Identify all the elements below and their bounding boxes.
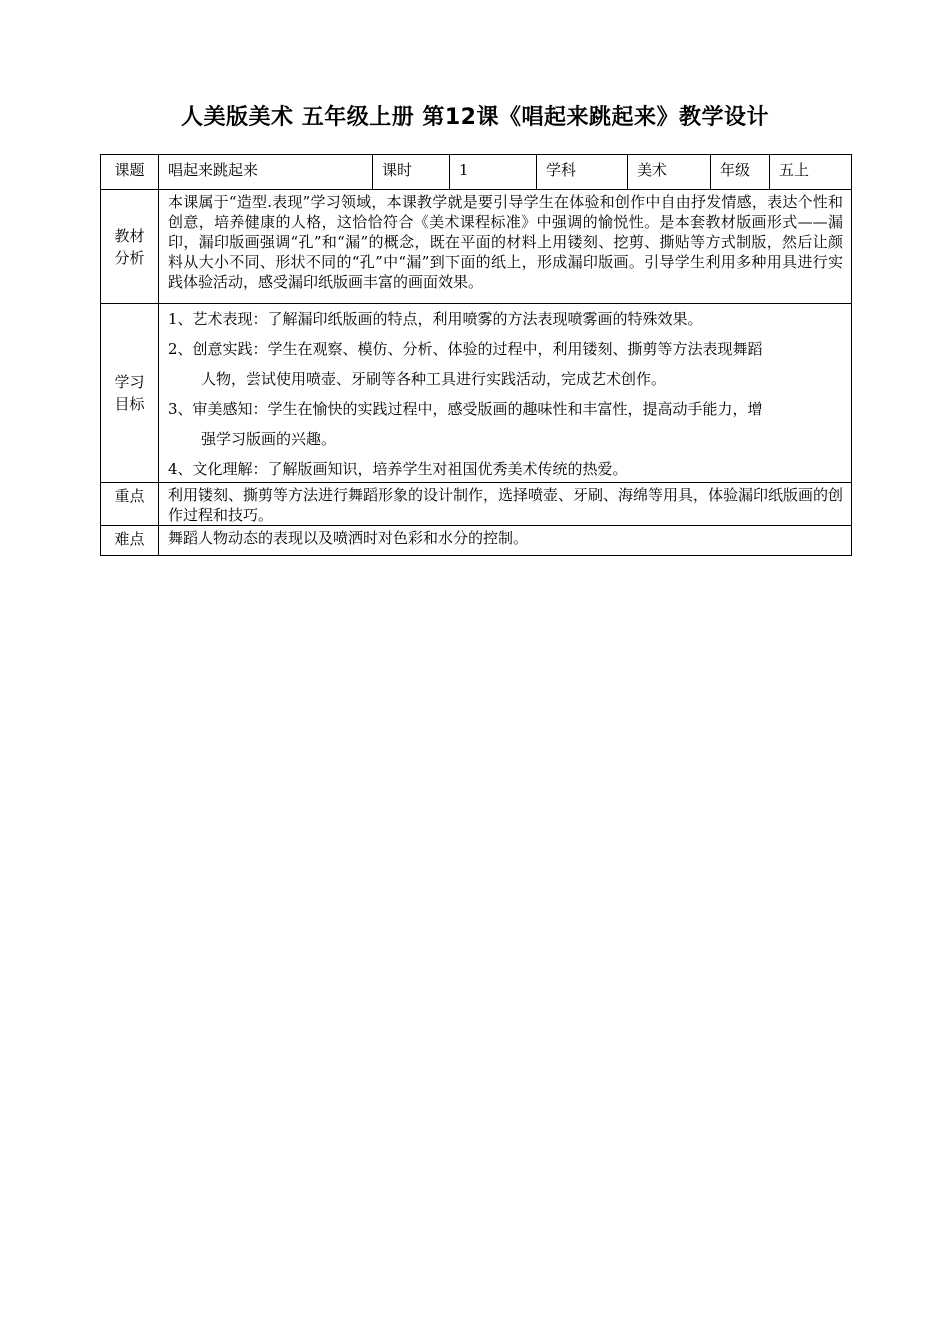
analysis-label-cell bbox=[101, 190, 159, 304]
analysis-row bbox=[101, 190, 852, 304]
analysis-label-line2: 分析 bbox=[114, 248, 145, 267]
grade-label-cell bbox=[711, 155, 770, 190]
subject-label: 学科 bbox=[546, 161, 577, 179]
goal-item-1 bbox=[168, 306, 843, 332]
goal-item-text: 3、审美感知：学生在愉快的实践过程中，感受版画的趣味性和丰富性，提高动手能力，增 bbox=[168, 400, 763, 418]
analysis-label-line1: 教材 bbox=[114, 226, 145, 245]
subject-label-cell bbox=[537, 155, 628, 190]
lesson-plan-table bbox=[100, 154, 852, 556]
goals-list bbox=[159, 306, 851, 482]
key-points-text: 利用镂刻、撕剪等方法进行舞蹈形象的设计制作，选择喷壶、牙刷、海绵等用具，体验漏印纸版画的创作过程和技巧。 bbox=[168, 486, 844, 524]
topic-value: 唱起来跳起来 bbox=[168, 161, 259, 179]
goals-label-line1: 学习 bbox=[114, 373, 145, 391]
goal-item-continuation: 强学习版画的兴趣。 bbox=[201, 430, 337, 448]
difficulties-label: 难点 bbox=[114, 530, 145, 548]
difficulties-text-cell bbox=[159, 526, 852, 556]
grade-value-cell bbox=[770, 155, 852, 190]
goals-list-cell bbox=[159, 304, 852, 483]
key-points-label: 重点 bbox=[114, 487, 145, 505]
subject-value-cell bbox=[628, 155, 711, 190]
goal-item-text: 4、文化理解：了解版画知识，培养学生对祖国优秀美术传统的热爱。 bbox=[168, 460, 628, 478]
goal-item-continuation: 人物，尝试使用喷壶、牙刷等各种工具进行实践活动，完成艺术创作。 bbox=[201, 370, 667, 388]
subject-value: 美术 bbox=[637, 161, 668, 179]
goal-item-3 bbox=[168, 396, 843, 452]
page-title: 人美版美术 五年级上册 第12课《唱起来跳起来》教学设计 bbox=[181, 105, 769, 130]
hours-label-cell bbox=[373, 155, 450, 190]
difficulties-label-cell bbox=[101, 526, 159, 556]
topic-label: 课题 bbox=[114, 161, 145, 179]
goal-item-text: 1、艺术表现：了解漏印纸版画的特点，利用喷雾的方法表现喷雾画的特殊效果。 bbox=[168, 310, 703, 328]
analysis-text: 本课属于“造型.表现”学习领域，本课教学就是要引导学生在体验和创作中自由抒发情感，表达个性和创意，培养健康的人格，这恰恰符合《美术课程标准》中强调的愉悦性。是本套教材版画形式——漏印，漏印版画强调“孔”和“漏”的概念，既在平面的材料上用镂刻、挖剪、撕贴等方式制版，然后让颜料从大小不同、形状不同的“孔”中“漏”到下面的纸上，形成漏印版画。引导学生利用多种用具进行实践体验活动，感受漏印纸版画丰富的画面效果。 bbox=[168, 193, 843, 291]
goal-item-4 bbox=[168, 456, 843, 482]
analysis-text-cell bbox=[159, 190, 852, 304]
goals-label-line2: 目标 bbox=[114, 395, 145, 413]
goal-item-text: 2、创意实践：学生在观察、模仿、分析、体验的过程中，利用镂刻、撕剪等方法表现舞蹈 bbox=[168, 340, 763, 358]
header-row bbox=[101, 155, 852, 190]
goals-row bbox=[101, 304, 852, 483]
hours-label: 课时 bbox=[382, 161, 413, 179]
hours-value: 1 bbox=[459, 161, 469, 179]
goal-item-2 bbox=[168, 336, 843, 392]
topic-label-cell bbox=[101, 155, 159, 190]
grade-value: 五上 bbox=[779, 161, 810, 179]
key-points-text-cell bbox=[159, 483, 852, 526]
hours-value-cell bbox=[450, 155, 537, 190]
grade-label: 年级 bbox=[720, 161, 751, 179]
difficulties-row bbox=[101, 526, 852, 556]
topic-value-cell bbox=[159, 155, 373, 190]
key-points-label-cell bbox=[101, 483, 159, 526]
key-points-row bbox=[101, 483, 852, 526]
difficulties-text: 舞蹈人物动态的表现以及喷洒时对色彩和水分的控制。 bbox=[168, 529, 529, 547]
goals-label-cell bbox=[101, 304, 159, 483]
